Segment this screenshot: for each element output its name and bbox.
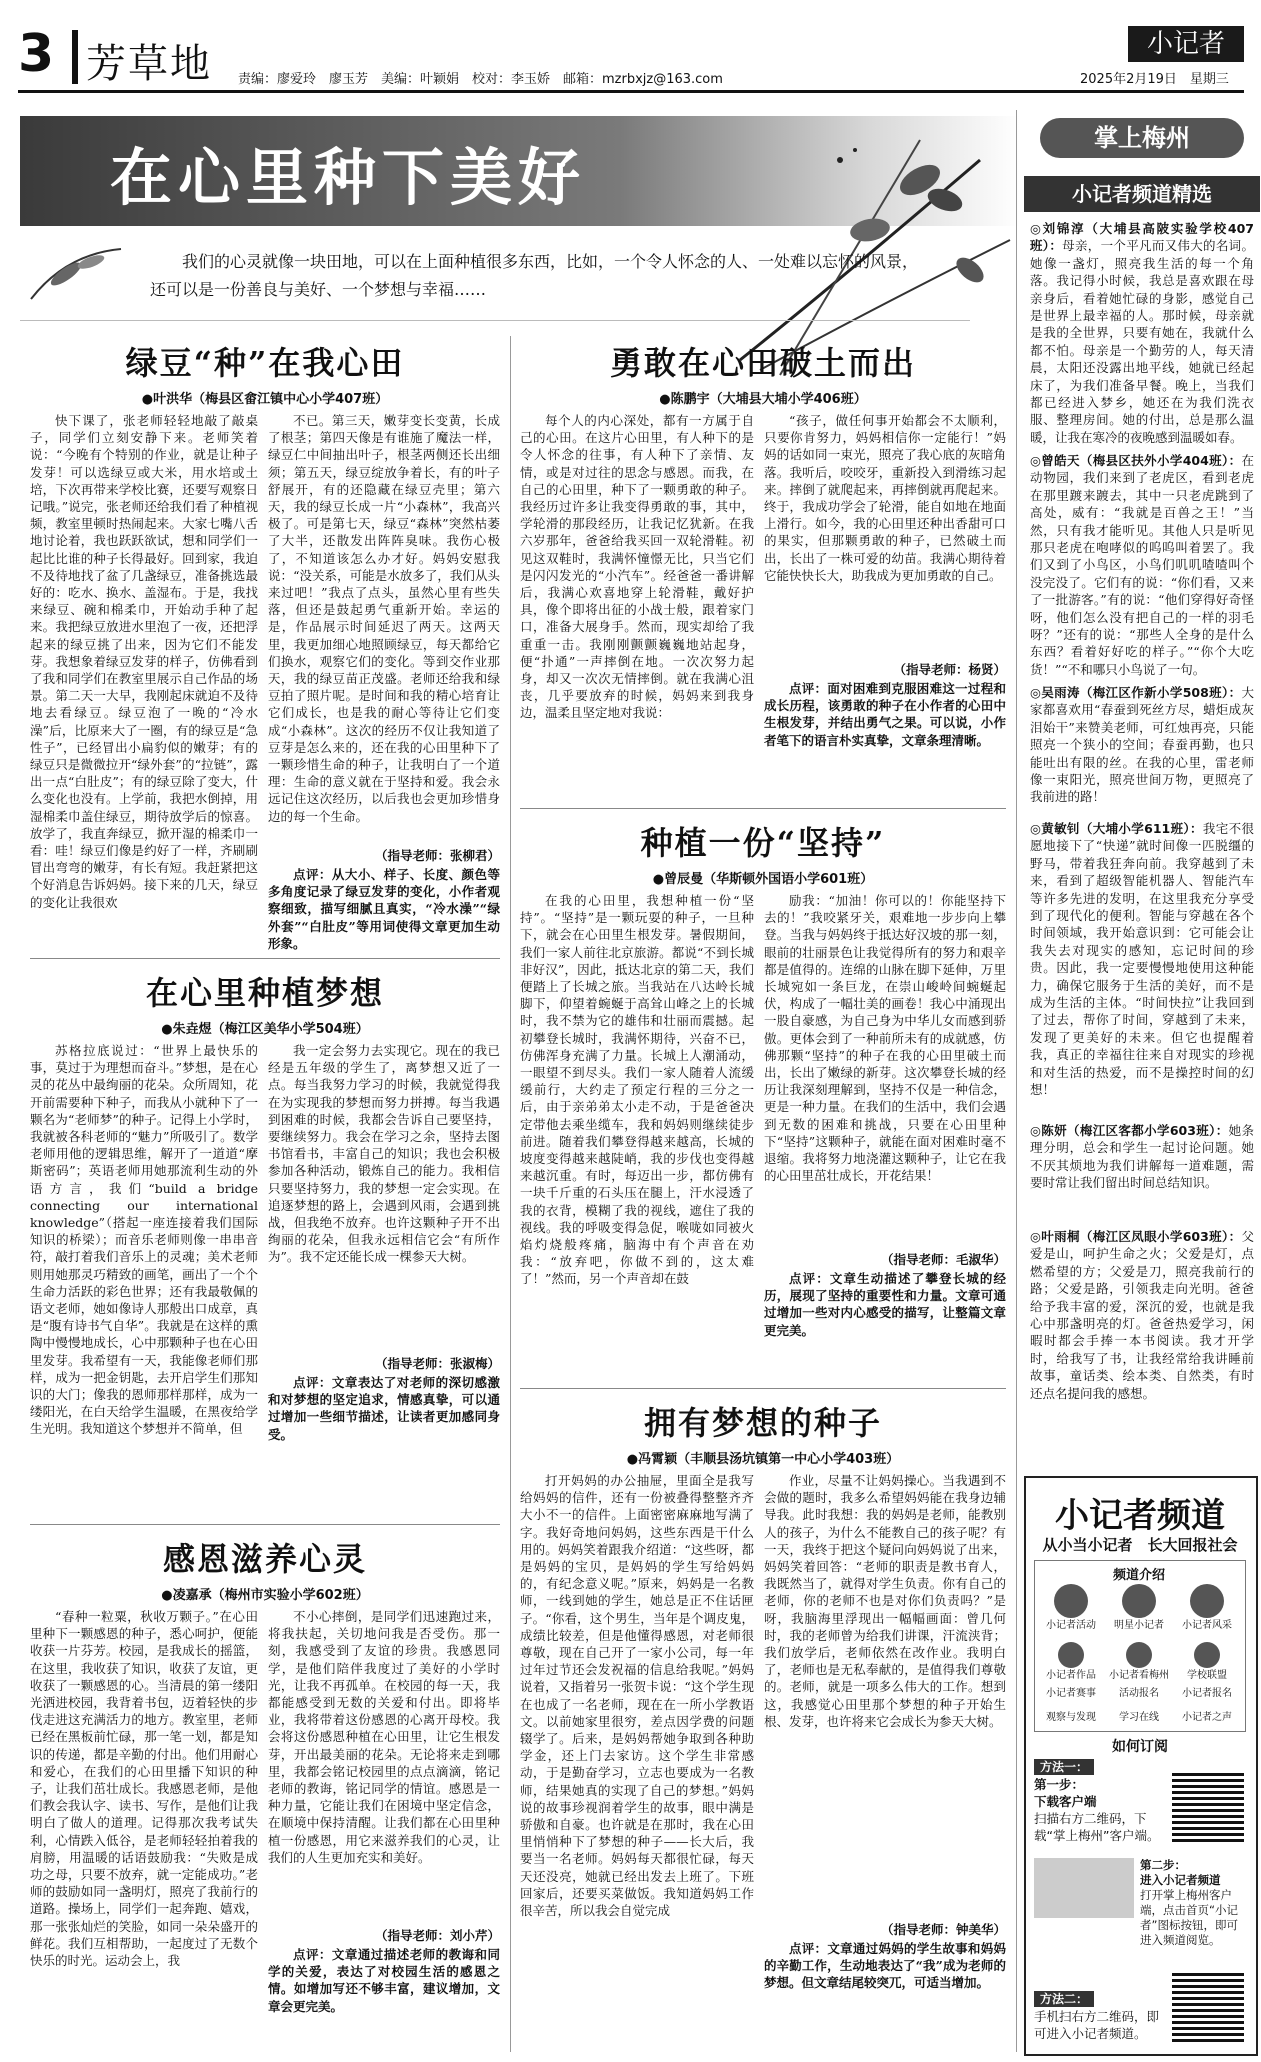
step-title: 进入小记者频道 bbox=[1140, 1873, 1221, 1887]
method-one bbox=[1034, 1758, 1164, 1844]
method-tag: 方法一： bbox=[1034, 1759, 1094, 1775]
feature-icon bbox=[1194, 1642, 1220, 1668]
feature-label: 学校联盟 bbox=[1187, 1670, 1227, 1681]
article-body: “春种一粒粟，秋收万颗子。”在心田里种下一颗感恩的种子，悉心呵护，便能收获一片芬芳。校园，是我成长的摇篮，在这里，我收获了知识，收获了友谊，更收获了一颗感恩的心。当清晨的第一缕阳光洒进校园，我背着书包，迈着轻快的步伐走进这充满活力的地方。教室里，老师已经在黑板前忙碌，那一笔一划，都是知识的传递，都是辛勤的付出。他们用耐心和爱心，在我们的心田里播下知识的种子，让我们茁壮成长。我感恩老师，是他们教会我认字、读书、写作，是他们让我明白了做人的道理。记得那次我考试失利，心情跌入低谷，是老师轻轻拍着我的肩膀，用温暖的话语鼓励我：“失败是成功之母，只要不放弃，就一定能成功。”老师的鼓励如同一盏明灯，照亮了我前行的道路。操场上，同学们一起奔跑、嬉戏，那一张张灿烂的笑脸，如同一朵朵盛开的鲜花。我们互相帮助，一起度过了无数个快乐的时光。运动会上，我 bbox=[30, 1609, 258, 1969]
highlight-author: ◎吴雨涛（梅江区作新小学508班）： bbox=[1030, 685, 1242, 700]
highlight-item bbox=[1030, 820, 1254, 1116]
feature-title: 在心里种下美好 bbox=[110, 141, 587, 214]
feature-label: 小记者赛事 bbox=[1046, 1688, 1096, 1699]
leaf-decoration bbox=[26, 244, 126, 304]
app-name-badge: 掌上梅州 bbox=[1040, 118, 1244, 158]
teacher-comment: 点评：文章通过描述老师的教诲和同学的关爱，表达了对校园生活的感恩之情。如增加写还不够丰富，建议增加，文章会更完美。 bbox=[268, 1947, 500, 2014]
issue-date: 2025年2月19日 星期三 bbox=[1080, 72, 1229, 87]
feature-intro: 我们的心灵就像一块田地，可以在上面种植很多东西，比如，一个令人怀念的人、一处难以忘怀的风景，还可以是一份善良与美好、一个梦想与幸福…… bbox=[150, 252, 919, 299]
step-desc: 扫描右方二维码，下载“掌上梅州”客户端。 bbox=[1034, 1811, 1160, 1843]
header-divider bbox=[72, 30, 78, 84]
step-desc: 手机扫右方二维码，即可进入小记者频道。 bbox=[1034, 2009, 1160, 2041]
teacher-credit: （指导老师：钟美华） bbox=[880, 1922, 1006, 1937]
editor-credits: 责编：廖爱玲 廖玉芳 美编：叶颖娟 校对：李玉娇 邮箱：mzrbxjz@163.com bbox=[238, 72, 723, 87]
feature-label: 活动报名 bbox=[1119, 1688, 1159, 1699]
article-body: 我一定会努力去实现它。现在的我已经是五年级的学生了，离梦想又近了一点。每当我努力学习的时候，我就觉得我在为实现我的梦想而努力拼搏。每当我遇到困难的时候，我都会告诉自己要坚持，要继续努力。我会在学习之余，坚持去图书馆看书，丰富自己的知识；我也会积极参加各种活动，锻炼自己的能力。我相信只要坚持努力，我的梦想一定会实现。在追逐梦想的路上，会遇到风雨，会遇到挑战，但我绝不放弃。也许这颗种子开不出绚丽的花朵，但我永远相信它会“有所作为”。我不定还能长成一棵参天大树。 bbox=[268, 1043, 500, 1265]
highlight-item bbox=[1030, 452, 1254, 678]
highlight-text: 大家都喜欢用“春蚕到死丝方尽，蜡炬成灰泪始干”来赞美老师，可红烛再亮，只能照亮一个狭小的空间；春蚕再勤，也只能吐出有限的丝。在我的心里，雷老师像一束阳光，照亮世间万物，更照亮了我前进的路！ bbox=[1030, 685, 1254, 805]
highlight-text: 她条理分明，总会和学生一起讨论问题。她不厌其烦地为我们讲解每一道难题，需要时常让我们留出时间总结知识。 bbox=[1030, 1123, 1254, 1191]
article-byline: ●曾辰曼（华斯顿外国语小学601班） bbox=[652, 872, 874, 887]
section-title: 芳草地 bbox=[86, 41, 212, 87]
qr-code-icon[interactable] bbox=[1172, 1770, 1244, 1842]
article-body: 不小心摔倒，是同学们迅速跑过来，将我扶起，关切地问我是否受伤。那一刻，我感受到了友谊的珍贵。我感恩同学，是他们陪伴我度过了美好的小学时光，让我不再孤单。在校园的每一天，我都能感受到无数的关爱和付出。即将毕业，我将带着这份感恩的心离开母校。我会将这份感恩种植在心田里，让它生根发芽，开出最美丽的花朵。无论将来走到哪里，我都会铭记校园里的点点滴滴，铭记老师的教诲，铭记同学的情谊。感恩是一种力量，它能让我们在困境中坚定信念，在顺境中保持清醒。让我们都在心田里种植一份感恩，用它来滋养我们的心灵，让我们的人生更加充实和美好。 bbox=[268, 1609, 500, 1865]
column-divider bbox=[510, 336, 511, 2052]
article-separator bbox=[520, 1388, 1006, 1389]
highlight-text: 父爱是山，呵护生命之火；父爱是灯，点燃希望的方；父爱是刀，照亮我前行的路；父爱是路，引领我走向光明。爸爸给予我丰富的爱，深沉的爱，也就是我心中那盏明亮的灯。爸爸热爱学习，闲暇时都会手捧一本书阅读。我才开学时，给我写了书，让我经常给我讲睡前故事，童话类、绘本类、自然类，有时还点名提问我的感想。 bbox=[1030, 1229, 1254, 1401]
highlight-item bbox=[1030, 1228, 1254, 1464]
teacher-comment: 点评：从大小、样子、长度、颜色等多角度记录了绿豆发芽的变化，小作者观察细致，描写细腻且真实，“冷水澡”“绿外套”“白肚皮”等用词使得文章更加生动形象。 bbox=[268, 867, 500, 951]
teacher-comment: 点评：面对困难到克服困难这一过程和成长历程，该勇敢的种子在小作者的心田中生根发芽，并结出勇气之果。可以说，小作者笔下的语言朴实真挚，文章条理清晰。 bbox=[764, 681, 1006, 748]
article-body: 每个人的内心深处，都有一方属于自己的心田。在这片心田里，有人种下的是令人怀念的往事，有人种下了亲情、友情，或是对过往的思念与感恩。而我，在自己的心田里，种下了一颗勇敢的种子。我经历过许多让我变得勇敢的事，其中，学轮滑的那段经历，让我记忆犹新。在我六岁那年，爸爸给我买回一双轮滑鞋。初见这双鞋时，我满怀憧憬无比，只当它们是闪闪发光的“小汽车”。经爸爸一番讲解后，我满心欢喜地穿上轮滑鞋，戴好护具，像个即将出征的小战士般，跟着家门口，准备大展身手。然而，现实却给了我重重一击。我刚刚颤颤巍巍地站起身，便“扑通”一声摔倒在地。一次次努力起身，却又一次次无情摔倒。就在我满心沮丧，几乎要放弃的时候，妈妈来到我身边，温柔且坚定地对我说： bbox=[520, 413, 754, 721]
article-byline: ●陈鹏宇（大埔县大埔小学406班） bbox=[659, 392, 867, 407]
channel-feature-cell[interactable] bbox=[1040, 1584, 1102, 1642]
article-separator bbox=[30, 958, 500, 959]
feature-label: 小记者之声 bbox=[1182, 1712, 1232, 1723]
step-title: 下载客户端 bbox=[1034, 1794, 1097, 1809]
feature-label: 明星小记者 bbox=[1114, 1620, 1164, 1631]
highlight-text: 在动物园，我们来到了老虎区，看到老虎在那里踱来踱去，其中一只老虎跳到了高处，威有：“我就是百兽之王！”当然，只有我才能听见。其他人只是听见那只老虎在咆哮似的呜呜叫着罢了。我们又到了小鸟区，小鸟们叽叽喳喳叫个没完没了。它们有的说：“你们看，又来了一批游客。”有的说：“他们穿得好奇怪呀，他们怎么没有把自己的一样的羽毛呀？”还有的说：“那些人全身的是什么东西？看着好好吃的样子。”“你个大吃货！”“不和哪只小鸟说了一句。 bbox=[1030, 453, 1254, 677]
article-title: 拥有梦想的种子 bbox=[643, 1404, 882, 1442]
column-divider bbox=[1016, 110, 1017, 2052]
highlight-author: ◎黄敏钊（大埔小学611班）： bbox=[1030, 821, 1203, 836]
feature-icon bbox=[1122, 1584, 1156, 1618]
channel-intro-title: 频道介绍 bbox=[1112, 1568, 1165, 1583]
teacher-credit: （指导老师：张淑梅） bbox=[374, 1356, 500, 1371]
highlight-item bbox=[1030, 684, 1254, 814]
article-title: 种植一份“坚持” bbox=[640, 824, 886, 862]
highlight-text: 我宅不很愿地接下了“快递”就时间像一匹脱缰的野马，带着我狂奔向前。我穿越到了未来，看到了超级智能机器人、智能汽车等许多先进的发明，在这里我充分享受到了现代化的便利。智能与穿越在各个时间领域，我开始意识到：它可能会让我失去对现实的感知，忘记时间的珍贵。因此，我一定要慢慢地使用这种能力，确保它服务于生活的美好，而不是成为生活的主体。“时间快拉”让我回到了过去，帮你了时间，穿越到了未来，发现了更美好的未来。但它也提醒着我，真正的幸福往往来自对现实的珍视和对生活的热爱，而不是操控时间的幻想！ bbox=[1030, 821, 1254, 1098]
feature-label: 观察与发现 bbox=[1046, 1712, 1096, 1723]
channel-feature-cell[interactable] bbox=[1108, 1584, 1170, 1642]
channel-feature-cell[interactable] bbox=[1176, 1712, 1238, 1728]
teacher-comment: 点评：文章通过妈妈的学生故事和妈妈的辛勤工作，生动地表达了“我”成为老师的梦想。但文章结尾较突兀，可适当增加。 bbox=[764, 1941, 1006, 1991]
article-byline: ●朱垚煜（梅江区美华小学504班） bbox=[161, 1022, 369, 1037]
feature-icon bbox=[1126, 1642, 1152, 1668]
method-two bbox=[1034, 1990, 1164, 2042]
feature-label: 学习在线 bbox=[1119, 1712, 1159, 1723]
highlight-item bbox=[1030, 220, 1254, 446]
channel-feature-cell[interactable] bbox=[1040, 1712, 1102, 1728]
teacher-credit: （指导老师：刘小芹） bbox=[374, 1928, 500, 1943]
teacher-comment: 点评：文章表达了对老师的深切感激和对梦想的坚定追求，情感真挚，可以通过增加一些细节描述，让读者更加感同身受。 bbox=[268, 1375, 500, 1442]
highlight-author: ◎曾皓天（梅县区扶外小学404班）： bbox=[1030, 453, 1242, 468]
teacher-credit: （指导老师：杨贤） bbox=[893, 662, 1006, 677]
channel-feature-cell[interactable] bbox=[1108, 1712, 1170, 1728]
article-byline: ●冯霄颖（丰顺县汤坑镇第一中心小学403班） bbox=[626, 1452, 900, 1467]
feature-icon bbox=[1058, 1642, 1084, 1668]
page-number: 3 bbox=[18, 24, 55, 84]
article-body: 快下课了，张老师轻轻地敲了敲桌子，同学们立刻安静下来。老师笑着说：“今晚有个特别的作业，就是让种子发芽！可以选绿豆或大米，用水培或土培，下次再带来学校比赛，还要写观察日记哦。”说完，张老师还给我们看了种植视频，教室里顿时热闹起来。大家七嘴八舌地讨论着，我也跃跃欲试，想和同学们一起比比谁的种子长得最好。回到家，我迫不及待地找了盆了几盏绿豆，准备挑选最好的：吃水、换水、盖湿布。于是，我找来绿豆、碗和棉柔巾，开始动手种了起来。我把绿豆放进水里泡了一夜，还把浮起来的绿豆挑了出来，因为它们不能发芽。我想象着绿豆发芽的样子，仿佛看到了我和同学们在教室里展示自己作品的场景。第二天一大早，我刚起床就迫不及待地去看绿豆。绿豆泡了一晚的“冷水澡”后，比原来大了一圈，有的绿豆是“急性子”，已经冒出小扁豹似的嫩芽；有的绿豆只是微微拉开“绿外套”的“拉链”，露出一点“白肚皮”；有的绿豆除了变大，什么变化也没有。上学前，我把水倒掉，用湿棉柔巾盖住绿豆，期待放学后的惊喜。放学了，我直奔绿豆，掀开湿的棉柔巾一看：哇！绿豆们像是约好了一样，齐刷刷冒出弯弯的嫩芽，有长有短。我赶紧把这个好消息告诉妈妈。接下来的几天，绿豆的变化让我很欢 bbox=[30, 413, 258, 910]
article-body: 不已。第三天，嫩芽变长变黄，长成了根茎；第四天像是有谁施了魔法一样，绿豆仁中间抽出叶子，根茎两侧还长出细须；第五天，绿豆绽放争着长，有的叶子舒展开，有的还隐藏在绿豆壳里；第六天，我的绿豆长成一片“小森林”，我高兴极了。可是第七天，绿豆“森林”突然枯萎了大半，还散发出阵阵臭味。我伤心极了，不知道该怎么办才好。妈妈安慰我说：“没关系，可能是水放多了，我们从头来过吧！”我点了点头，虽然心里有些失落，但还是鼓起勇气重新开始。幸运的是，作品展示时间延迟了两天。这两天里，我更加细心地照顾绿豆，每天都给它们换水，观察它们的变化。等到交作业那天，我的绿豆苗正茂盛。老师还给我和绿豆拍了照片呢。是时间和我的精心培育让它们成长，也是我的耐心等待让它们变成“小森林”。这次的经历不仅让我知道了豆芽是怎么来的，还在我的心田里种下了一颗珍惜生命的种子，让我明白了一个道理：生命的意义就在于坚持和爱。我会永远记住这次经历，以后我也会更加珍惜身边的每一个生命。 bbox=[268, 413, 500, 824]
column-badge: 小记者 bbox=[1128, 26, 1244, 62]
highlight-author: ◎刘锦淳（大埔县高陂实验学校407班）： bbox=[1030, 221, 1254, 254]
article-byline: ●叶洪华（梅县区畲江镇中心小学407班） bbox=[141, 392, 389, 407]
feature-label: 小记者风采 bbox=[1182, 1620, 1232, 1631]
channel-feature-cell[interactable] bbox=[1176, 1584, 1238, 1642]
highlight-item bbox=[1030, 1122, 1254, 1222]
article-title: 感恩滋养心灵 bbox=[162, 1540, 367, 1578]
channel-highlights-heading: 小记者频道精选 bbox=[1024, 176, 1260, 212]
article-title: 在心里种植梦想 bbox=[145, 974, 384, 1012]
method-one-step-two bbox=[1140, 1858, 1246, 1948]
feature-label: 小记者报名 bbox=[1182, 1688, 1232, 1699]
feature-label: 小记者活动 bbox=[1046, 1620, 1096, 1631]
teacher-credit: （指导老师：毛淑华） bbox=[880, 1252, 1006, 1267]
ad-slogan: 从小当小记者 长大回报社会 bbox=[1042, 1536, 1238, 1554]
article-separator bbox=[520, 808, 1006, 809]
highlight-author: ◎陈妍（梅江区客都小学603班）： bbox=[1030, 1123, 1229, 1138]
highlight-text: 母亲，一个平凡而又伟大的名词。她像一盏灯，照亮我生活的每一个角落。我记得小时候，我总是喜欢跟在母亲身后，看着她忙碌的身影，感觉自己是世界上最幸福的人。那时候，母亲就是我的全世界，只要有她在，我就什么都不怕。母亲是一个勤劳的人，每天清晨，太阳还没露出地平线，她就已经起床了，为我们准备早餐。晚上，当我们都已经进入梦乡，她还在为我们洗衣服、整理房间。她的付出，总是那么温暖，让我在寒冷的夜晚感到温暖如春。 bbox=[1030, 238, 1254, 445]
article-separator bbox=[30, 1524, 500, 1525]
method-tag: 方法二： bbox=[1034, 1991, 1094, 2007]
article-body: 打开妈妈的办公抽屉，里面全是我写给妈妈的信件，还有一份被叠得整整齐齐大小不一的信件。上面密密麻麻地写满了字。我好奇地问妈妈，这些东西是干什么用的。妈妈笑着跟我介绍道：“这些呀，都是妈妈的宝贝，是妈妈的学生写给妈妈的，有纪念意义呢。”原来，妈妈是一名教师，一线到她的学生，她总是正不住话匣子。“你看，这个男生，当年是个调皮鬼，成绩比较差，但是他懂得感恩，对老师很尊敬，现在自己开了一家小公司，每一年过年过节还会发祝福的信息给我呢。”妈妈说着，又指着另一张贺卡说：“这个学生现在也成了一名老师，现在在一所小学教语文。以前她家里很穷，差点因学费的问题辍学了。后来，是妈妈帮她争取到各种助学金，还上门去家访。这个学生非常感动，于是勤奋学习，立志也要成为一名教师，结果她真的实现了自己的梦想。”妈妈说的故事珍视润着学生的故事，眼中满是骄傲和自豪。也许就是在那时，我在心田里悄悄种下了梦想的种子——长大后，我要当一名老师。妈妈每天都很忙碌，每天天还没亮，她就已经出发去上班了。下班回家后，还要买菜做饭。我知道妈妈工作很辛苦，所以我会自觉完成 bbox=[520, 1473, 754, 1919]
header-rule bbox=[18, 90, 1244, 93]
feature-icon bbox=[1054, 1584, 1088, 1618]
article-body: “孩子，做任何事开始都会不太顺利，只要你肯努力，妈妈相信你一定能行！”妈妈的话如同一束光，照亮了我心底的灰暗角落。我听后，咬咬牙，重新投入到滑练习起来。摔倒了就爬起来，再摔倒就再爬起来。终于，我成功学会了轮滑，能自如地在地面上滑行。如今，我的心田里还种出香甜可口的果实，但那颗勇敢的种子，已然破土而出，长出了一株可爱的幼苗。我满心期待着它能快快长大，助我成为更加勇敢的自己。 bbox=[764, 413, 1006, 583]
highlight-author: ◎叶雨桐（梅江区凤眼小学603班）： bbox=[1030, 1229, 1242, 1244]
phone-screenshot bbox=[1034, 1858, 1134, 1918]
article-body: 苏格拉底说过：“世界上最快乐的事，莫过于为理想而奋斗。”梦想，是在心灵的花丛中最绚丽的花朵。众所周知，花开前需要种下种子，而我从小就种下了一颗名为“老师梦”的种子。记得上小学时，我就被各科老师的“魅力”所吸引了。数学老师用他的逻辑思维，解开了一道道“摩斯密码”；英语老师用她那流利生动的外语方言，我们“build a bridge connecting our international knowledge”（搭起一座连接着我们国际知识的桥梁）；而音乐老师则像一串串音符，敲打着我们音乐上的灵魂；美术老师则用她那灵巧精致的画笔，画出了一个个生命力活跃的彩色世界；还有我最敬佩的语文老师，她如像诗人那般出口成章，真是“腹有诗书气自华”。我就是在这样的熏陶中慢慢地成长，心中那颗种子也在心田里发芽。我希望有一天，我能像老师们那样，成为一把金钥匙，去开启学生们那知识的大门；像我的恩师那样那样，成为一缕阳光，在白天给学生温暖，在黑夜给学生光明。我知道这个梦想并不简单，但 bbox=[30, 1043, 258, 1437]
teacher-credit: （指导老师：张柳君） bbox=[374, 848, 500, 863]
article-byline: ●凌嘉承（梅州市实验小学602班） bbox=[161, 1588, 369, 1603]
subscribe-heading: 如何订阅 bbox=[1112, 1739, 1168, 1755]
feature-icon bbox=[1190, 1584, 1224, 1618]
step-desc: 打开掌上梅州客户端，点击首页“小记者”图标按钮，即可进入频道阅览。 bbox=[1140, 1888, 1238, 1947]
ad-title: 小记者频道 bbox=[1055, 1496, 1225, 1536]
article-body: 作业，尽量不让妈妈操心。当我遇到不会做的题时，我多么希望妈妈能在我身边辅导我。此时我想：我的妈妈是老师，能教别人的孩子，为什么不能教自己的孩子呢？有一天，我终于把这个疑问向妈妈说了出来，妈妈笑着回答：“老师的职责是教书育人，我既然当了，就得对学生负责。你有自己的老师，你的老师不也是对你们负责吗？”是呀，我脑海里浮现出一幅幅画面：曾几何时，我的老师曾为给我们讲课，汗流浃背；我们放学后，老师依然在改作业。我明白了，老师也是无私奉献的，是值得我们尊敬的。老师，就是一项多么伟大的工作。想到这，我感觉心田里那个梦想的种子开始生根、发芽，也许将来它会成长为参天大树。 bbox=[764, 1473, 1006, 1729]
step-label: 第二步： bbox=[1140, 1858, 1186, 1872]
article-body: 在我的心田里，我想种植一份“坚持”。“坚持”是一颗玩耍的种子，一旦种下，就会在心田里生根发芽。暑假期间，我们一家人前往北京旅游。都说“不到长城非好汉”，因此，抵达北京的第二天，我们便踏上了长城之旅。当我站在八达岭长城脚下，仰望着蜿蜒于高耸山峰之上的长城时，我不禁为它的雄伟和壮丽而震撼。起初攀登长城时，我满怀期待，兴奋不已，仿佛浑身充满了力量。长城上人潮涌动，一眼望不到尽头。我们一家人随着人流缓缓前行，大约走了预定行程的三分之一后，由于亲弟弟太小走不动，于是爸爸决定带他去乘坐缆车，我和妈妈则继续徒步前进。随着我们攀登得越来越高，长城的坡度变得越来越陡峭，我的步伐也变得越来越沉重。有时，每迈出一步，都仿佛有一块千斤重的石头压在腿上，汗水浸透了我的衣背，模糊了我的视线，遮住了我的视线。我的呼吸变得急促，喉咙如同被火焰灼烧般疼痛，脑海中有个声音在劝我：“放弃吧，你做不到的，这太难了！”然而，另一个声音却在鼓 bbox=[520, 893, 754, 1287]
feature-label: 小记者作品 bbox=[1046, 1670, 1096, 1681]
feature-label: 小记者看梅州 bbox=[1109, 1670, 1169, 1681]
teacher-comment: 点评：文章生动描述了攀登长城的经历，展现了坚持的重要性和力量。文章可通过增加一些对内心感受的描写，让整篇文章更完美。 bbox=[764, 1271, 1006, 1338]
article-title: 勇敢在心田破土而出 bbox=[609, 344, 916, 382]
article-body: 励我：“加油！你可以的！你能坚持下去的！”我咬紧牙关，艰难地一步步向上攀登。当我与妈妈终于抵达好汉坡的那一刻，眼前的壮丽景色让我觉得所有的努力和艰辛都是值得的。连绵的山脉在脚下延伸，万里长城宛如一条巨龙，在崇山峻岭间蜿蜒起伏，构成了一幅壮美的画卷！我心中涌现出一股自豪感，为自己身为中华儿女而感到骄傲。更体会到了一种前所未有的成就感，仿佛那颗“坚持”的种子在我的心田里破土而出，长出了嫩绿的新芽。这次攀登长城的经历让我深刻理解到，坚持不仅是一种信念，更是一种力量。在我们的生活中，我们会遇到无数的困难和挑战，只要在心田里种下“坚持”这颗种子，就能在面对困难时毫不退缩。我将努力地浇灌这颗种子，让它在我的心田里茁壮成长，开花结果！ bbox=[764, 893, 1006, 1184]
article-title: 绿豆“种”在我心田 bbox=[125, 344, 405, 382]
step-label: 第一步： bbox=[1034, 1777, 1085, 1792]
qr-code-icon[interactable] bbox=[1172, 1970, 1244, 2042]
